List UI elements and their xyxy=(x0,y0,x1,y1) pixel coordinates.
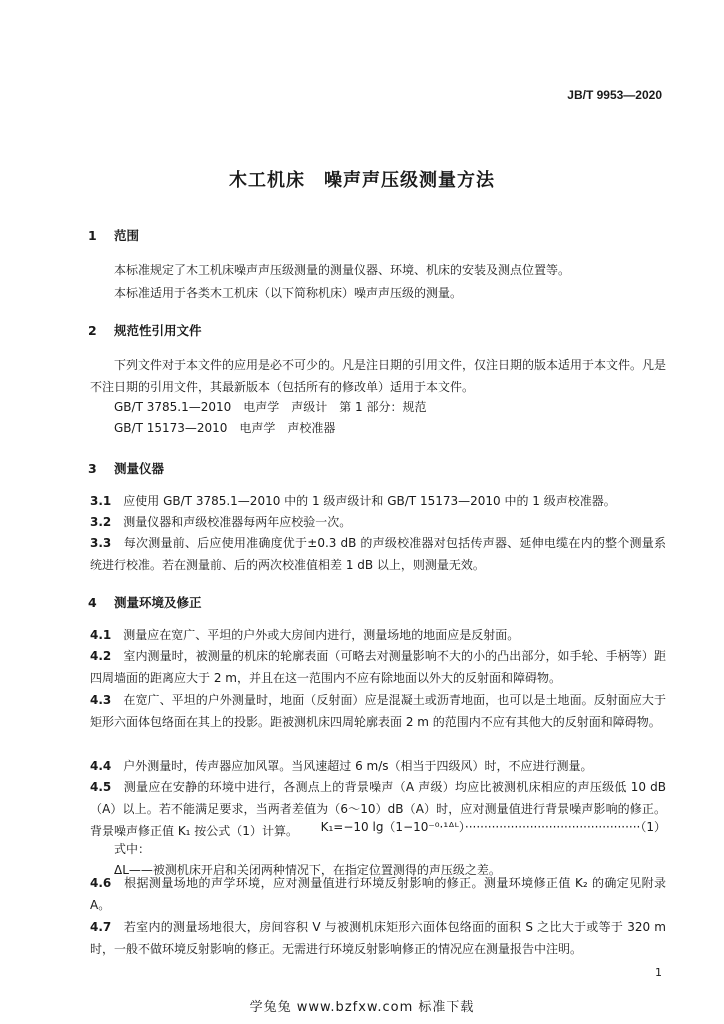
section-title: 范围 xyxy=(114,228,140,243)
section-3-heading xyxy=(88,459,164,477)
clause-text: 测量仪器和声级校准器每两年应校验一次。 xyxy=(123,515,352,529)
formula-1: K₁=−10 lg（1−10⁻⁰·¹ᐞᴸ）··············································（1） xyxy=(320,820,666,834)
clause-number: 3.2 xyxy=(90,515,112,529)
where-definition: ΔL——被测机床开启和关闭两种情况下，在指定位置测得的声压级之差。 xyxy=(114,863,501,877)
clause-text: 测量应在安静的环境中进行，各测点上的背景噪声（A 声级）均应比被测机床相应的声压级低 10 dB（A）以上。若不能满足要求，当两者差值为（6～10）dB（A）时，应对测量值进行背景噪声影响的修正。背景噪声修正值 K₁ 按公式（1）计算。 xyxy=(90,780,666,838)
section-title: 测量环境及修正 xyxy=(114,595,202,610)
document-title: 木工机床 噪声声压级测量方法 xyxy=(229,170,495,191)
section-1-para-2: 本标准适用于各类木工机床（以下简称机床）噪声声压级的测量。 xyxy=(114,286,463,300)
clause-number: 3.3 xyxy=(90,536,112,550)
clause-number: 4.5 xyxy=(90,780,112,794)
clause-4-2 xyxy=(90,645,666,689)
clause-4-6 xyxy=(90,872,666,916)
clause-text: 室内测量时，被测量的机床的轮廓表面（可略去对测量影响不大的小的凸出部分，如手轮、手柄等）距四周墙面的距离应大于 2 m，并且在这一范围内不应有除地面以外大的反射面和障碍物。 xyxy=(90,649,666,685)
clause-number: 4.2 xyxy=(90,649,112,663)
section-number: 2 xyxy=(88,323,97,338)
clause-number: 4.3 xyxy=(90,693,112,707)
clause-3-3 xyxy=(90,532,666,576)
section-4-heading xyxy=(88,593,202,611)
section-number: 4 xyxy=(88,595,97,610)
clause-text: 应使用 GB/T 3785.1—2010 中的 1 级声级计和 GB/T 15173—2010 中的 1 级声校准器。 xyxy=(123,494,616,508)
clause-text: 在宽广、平坦的户外测量时，地面（反射面）应是混凝土或沥青地面，也可以是土地面。反射面应大于矩形六面体包络面在其上的投影。距被测机床四周轮廓表面 2 m 的范围内不应有其他大的反射面和障碍物。 xyxy=(90,693,666,729)
normative-reference: GB/T 15173—2010 电声学 声校准器 xyxy=(114,421,336,435)
footer-watermark: 学兔兔 www.bzfxw.com 标准下载 xyxy=(249,1000,475,1015)
section-title: 测量仪器 xyxy=(114,461,165,476)
clause-4-3 xyxy=(90,689,666,733)
clause-number: 3.1 xyxy=(90,494,112,508)
clause-text: 户外测量时，传声器应加风罩。当风速超过 6 m/s（相当于四级风）时，不应进行测量。 xyxy=(123,759,593,773)
clause-3-1 xyxy=(90,490,666,512)
section-1-para-1: 本标准规定了木工机床噪声声压级测量的测量仪器、环境、机床的安装及测点位置等。 xyxy=(114,263,571,277)
normative-reference: GB/T 3785.1—2010 电声学 声级计 第 1 部分：规范 xyxy=(114,400,427,414)
section-title: 规范性引用文件 xyxy=(114,323,202,338)
page-number: 1 xyxy=(655,966,662,979)
clause-text: 根据测量场地的声学环境，应对测量值进行环境反射影响的修正。测量环境修正值 K₂ 的确定见附录 A。 xyxy=(90,876,666,912)
clause-4-7 xyxy=(90,916,666,960)
section-number: 3 xyxy=(88,461,97,476)
clause-4-4 xyxy=(90,755,666,777)
section-2-para-1: 下列文件对于本文件的应用是必不可少的。凡是注日期的引用文件，仅注日期的版本适用于本文件。凡是不注日期的引用文件，其最新版本（包括所有的修改单）适用于本文件。 xyxy=(90,358,667,394)
clause-text: 若室内的测量场地很大，房间容积 V 与被测机床矩形六面体包络面的面积 S 之比大于或等于 320 m 时，一般不做环境反射影响的修正。无需进行环境反射影响修正的情况应在测量报告中注明。 xyxy=(90,920,666,956)
clause-text: 每次测量前、后应使用准确度优于±0.3 dB 的声级校准器对包括传声器、延伸电缆在内的整个测量系统进行校准。若在测量前、后的两次校准值相差 1 dB 以上，则测量无效。 xyxy=(90,536,666,572)
clause-3-2 xyxy=(90,511,666,533)
section-2-heading xyxy=(88,321,202,339)
clause-number: 4.7 xyxy=(90,920,112,934)
clause-number: 4.6 xyxy=(90,876,112,890)
section-number: 1 xyxy=(88,228,97,243)
clause-number: 4.4 xyxy=(90,759,112,773)
section-1-heading xyxy=(88,226,139,244)
where-label: 式中： xyxy=(114,842,151,856)
standard-number: JB/T 9953—2020 xyxy=(567,88,662,102)
clause-4-1 xyxy=(90,624,666,646)
clause-number: 4.1 xyxy=(90,628,112,642)
clause-text: 测量应在宽广、平坦的户外或大房间内进行，测量场地的地面应是反射面。 xyxy=(123,628,520,642)
